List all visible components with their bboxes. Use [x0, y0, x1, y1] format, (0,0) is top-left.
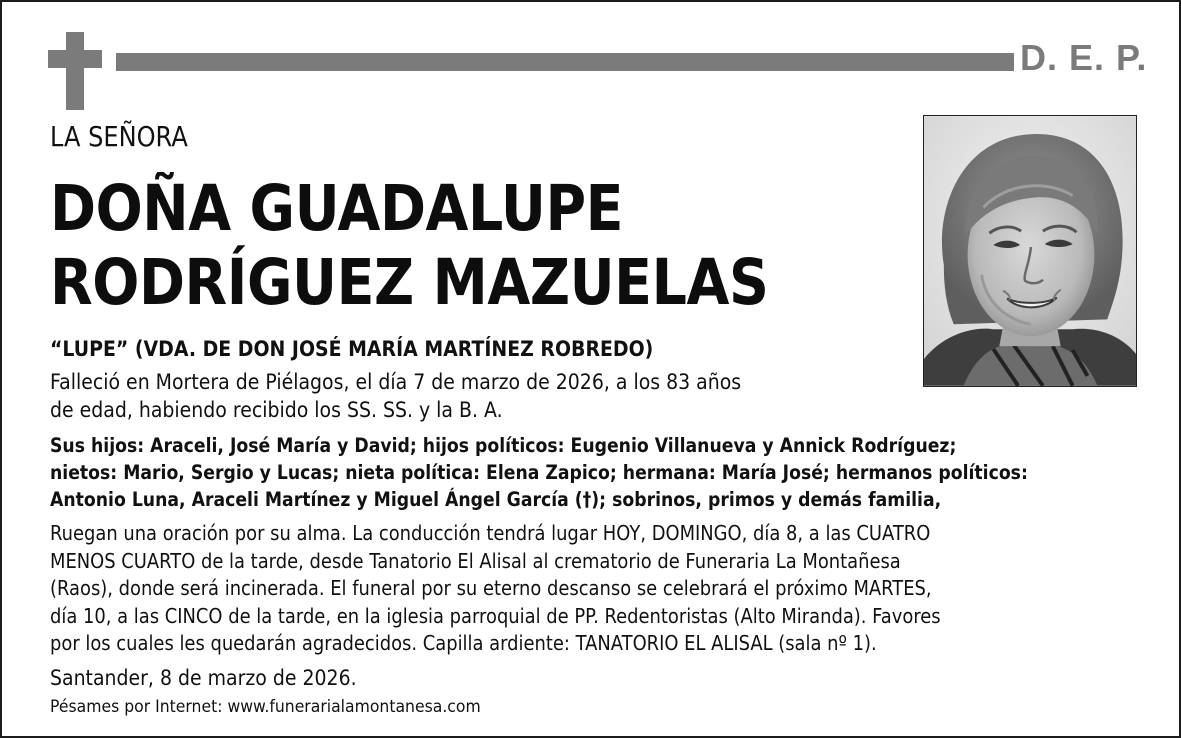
body-line: día 10, a las CINCO de la tarde, en la iglesia parroquial de PP. Redentoristas (Alto Miranda). Favores	[50, 603, 941, 628]
body-line: MENOS CUARTO de la tarde, desde Tanatorio El Alisal al crematorio de Funeraria La Montañesa	[50, 548, 901, 573]
body-line: (Raos), donde será incinerada. El funeral por su eterno descanso se celebrará el próximo MARTES,	[50, 576, 932, 600]
header-rule	[116, 53, 1014, 71]
family-list	[50, 432, 1125, 513]
death-line-1: Falleció en Mortera de Piélagos, el día 7 de marzo de 2026, a los 83 años	[50, 370, 742, 394]
family-line: Sus hijos: Araceli, José María y David; hijos políticos: Eugenio Villanueva y Annick Rodríguez;	[50, 434, 957, 457]
death-line-2: de edad, habiendo recibido los SS. SS. y la B. A.	[50, 398, 503, 422]
body-line: por los cuales les quedarán agradecidos. Capilla ardiente: TANATORIO EL ALISAL (sala nº 1).	[50, 631, 877, 655]
death-details	[50, 368, 860, 424]
ceremony-details	[50, 520, 1137, 658]
condolences-link[interactable]: Pésames por Internet: www.funerarialamontanesa.com	[50, 697, 481, 717]
body-line: Ruegan una oración por su alma. La conducción tendrá lugar HOY, DOMINGO, día 8, a las CUATRO	[50, 521, 931, 545]
portrait-photo	[923, 115, 1137, 387]
latin-cross-icon	[48, 32, 102, 110]
family-line: Antonio Luna, Araceli Martínez y Miguel Ángel García (†); sobrinos, primos y demás familia,	[50, 488, 942, 511]
name-line-2: RODRÍGUEZ MAZUELAS	[50, 246, 769, 319]
dep-heading: D. E. P.	[1020, 37, 1148, 78]
portrait-illustration	[924, 116, 1136, 386]
family-line: nietos: Mario, Sergio y Lucas; nieta política: Elena Zapico; hermana: María José; hermanos políticos:	[50, 461, 1028, 484]
place-date: Santander, 8 de marzo de 2026.	[50, 666, 357, 690]
alias-line: “LUPE” (VDA. DE DON JOSÉ MARÍA MARTÍNEZ ROBREDO)	[50, 337, 654, 361]
honorific: LA SEÑORA	[50, 120, 188, 153]
name-line-1: DOÑA GUADALUPE	[50, 172, 624, 245]
deceased-name	[50, 172, 842, 320]
